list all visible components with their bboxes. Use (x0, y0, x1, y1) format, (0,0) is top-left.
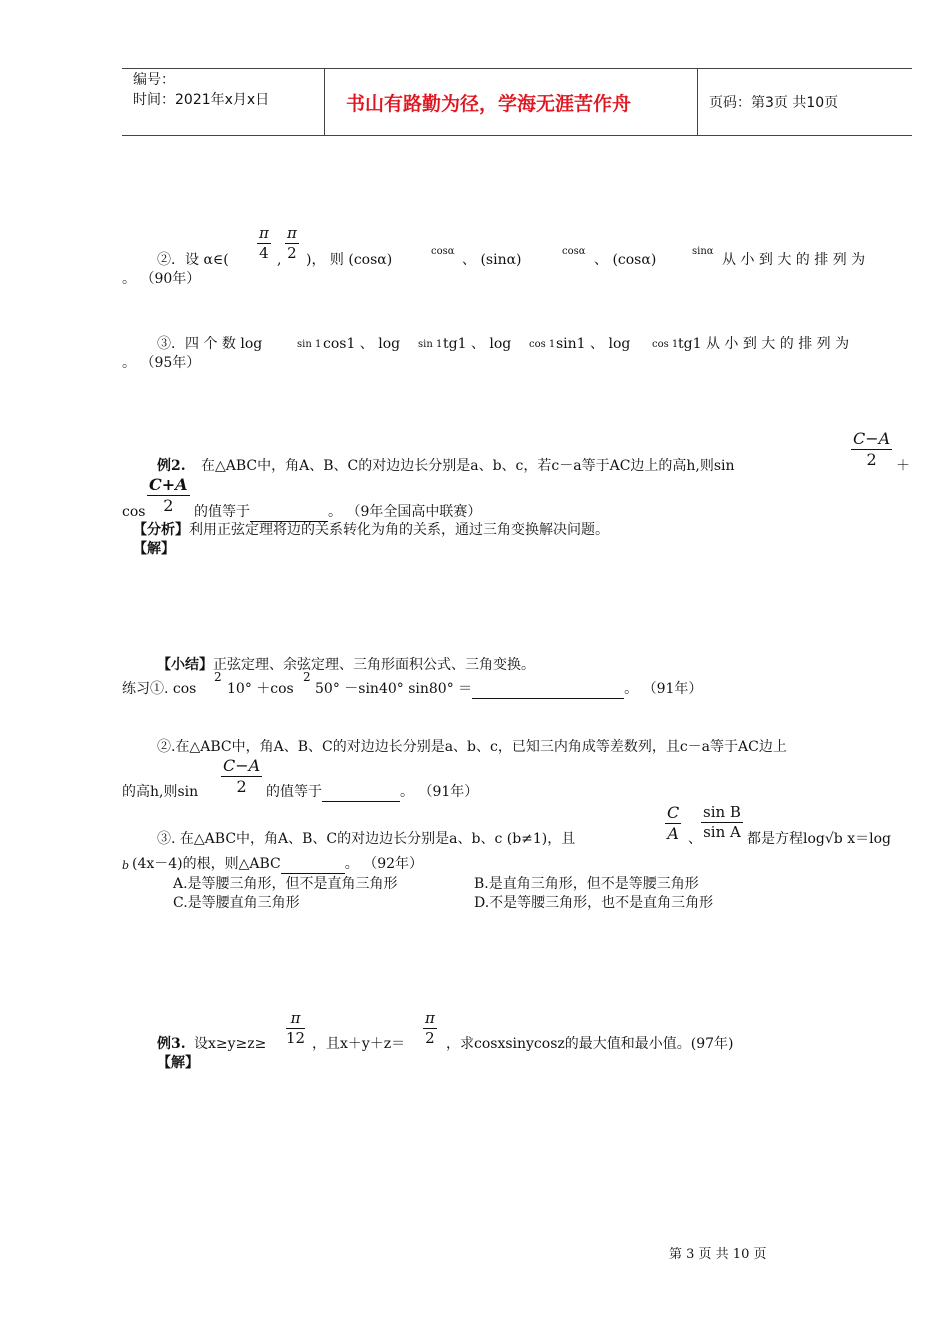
ex2-cos: cos (122, 504, 146, 520)
q3-base-2: sin 1 (418, 339, 443, 350)
ex3-label: 例3. (157, 1036, 186, 1052)
p1-mid1: 10° ＋cos (227, 681, 294, 697)
p3-tail2: 。 （92年） (344, 856, 424, 872)
ex2-f2-num: C+A (149, 475, 188, 494)
p1-square-1: 2 (214, 670, 222, 684)
q2-fraction-pi-over-4 (257, 226, 271, 261)
p1-tail: 。 （91年） (624, 681, 703, 697)
p1-answer-blank[interactable] (472, 684, 624, 699)
ex3-fraction-pi-over-2 (423, 1011, 437, 1046)
q3-prefix: ③．四 个 数 log (157, 336, 263, 352)
p1-prefix: 练习①. cos (122, 681, 197, 697)
q2-mid: )， 则 (cosα) (306, 252, 393, 268)
ex3-text2: ，且x＋y＋z＝ (312, 1036, 406, 1052)
q2-f1-num: π (259, 224, 269, 242)
q3-base-4: cos 1 (652, 339, 679, 350)
p3-option-d[interactable]: D.不是等腰三角形，也不是直角三角形 (474, 895, 714, 911)
q3-term-2: tg1 、 log (443, 336, 512, 352)
q3-term-1: cos1 、 log (323, 336, 401, 352)
ex2-fraction-c-plus-a (147, 477, 190, 514)
q2-comma: , (277, 252, 282, 268)
q2-line2: 。 （90年） (122, 271, 201, 287)
p3-eq-text: 都是方程log√b x＝log (747, 831, 891, 847)
ex2-answer-blank[interactable] (250, 507, 328, 522)
ex2-fraction-c-minus-a (851, 431, 892, 468)
ex2-analysis (133, 522, 609, 540)
q3-line2: 。 （95年） (122, 355, 201, 371)
p1-mid2 (315, 681, 702, 699)
p3-line2-text: (4x－4)的根，则△ABC (132, 856, 281, 872)
p1-mid2-text: 50° －sin40° sin80° ＝ (315, 681, 473, 697)
q2-f1-den: 4 (259, 244, 269, 262)
p2-answer-blank[interactable] (322, 787, 400, 802)
p2-tail (266, 784, 478, 802)
p3-answer-blank[interactable] (281, 859, 345, 874)
p3-line2 (132, 856, 423, 874)
ex3-f1-num: π (286, 1011, 305, 1029)
q3-term-3: sin1 、 log (556, 336, 631, 352)
ex2-label: 例2. (157, 458, 186, 474)
header-motto: 书山有路勤为径，学海无涯苦作舟 (346, 93, 632, 115)
p2-prefix2: 的高h,则sin (122, 784, 199, 800)
p3-fraction-sinb-over-sina (701, 805, 743, 840)
ex3-text1: 设x≥y≥z≥ (194, 1036, 267, 1052)
p3-option-b[interactable]: B.是直角三角形，但不是等腰三角形 (474, 876, 699, 892)
summary-text: 正弦定理、余弦定理、三角形面积公式、三角变换。 (213, 657, 535, 673)
ex3-f1-den: 12 (286, 1029, 306, 1047)
ex2-analysis-label: 【分析】 (133, 522, 189, 538)
ex3-solution-label: 【解】 (157, 1055, 199, 1071)
p3-f1-num: C (667, 803, 680, 822)
p2-fraction-c-minus-a (221, 758, 262, 795)
q2-sep1: 、 (sinα) (462, 252, 522, 268)
ex2-plus: ＋ (896, 458, 910, 474)
q2-sep2: 、 (cosα) (594, 252, 657, 268)
p2-f-den: 2 (236, 777, 247, 796)
p3-prefix: ③. 在△ABC中，角A、B、C的对边边长分别是a、b、c (b≠1)，且 (157, 831, 576, 847)
p2-tail2: 。 （91年） (400, 784, 479, 800)
ex2-f1-den: 2 (866, 450, 877, 469)
q2-f2-num: π (287, 224, 297, 242)
ex2-tail (194, 504, 481, 522)
header-divider-right (697, 68, 698, 135)
q3-base-1: sin 1 (297, 339, 322, 350)
header-bottom-rule (122, 135, 912, 136)
q3-base-3: cos 1 (529, 339, 556, 350)
q3-term-4: tg1 从 小 到 大 的 排 列 为 (678, 336, 850, 352)
p3-option-a[interactable]: A.是等腰三角形，但不是直角三角形 (173, 876, 398, 892)
ex3-text3: ，求cosxsinycosz的最大值和最小值。(97年) (446, 1036, 734, 1052)
header-number-label: 编号： (133, 72, 175, 88)
p2-line1: ②.在△ABC中，角A、B、C的对边边长分别是a、b、c，已知三内角成等差数列，且c－a等于AC边上 (157, 739, 787, 755)
ex3-fraction-pi-over-12 (286, 1011, 305, 1046)
q2-exp-2: cosα (562, 246, 586, 257)
header-top-rule (122, 68, 912, 69)
q2-exp-3: sinα (692, 246, 714, 257)
ex2-f2-den: 2 (163, 496, 174, 515)
p3-f2-num: sin B (703, 803, 741, 821)
p1-square-2: 2 (303, 670, 311, 684)
ex3-f2-num: π (425, 1009, 435, 1027)
q2-exp-1: cosα (431, 246, 455, 257)
ex2-text: 在△ABC中，角A、B、C的对边边长分别是a、b、c，若c－a等于AC边上的高h,则sin (201, 458, 735, 474)
q2-f2-den: 2 (287, 244, 297, 262)
p3-f2-den: sin A (703, 823, 741, 841)
p3-f1-den: A (667, 824, 679, 843)
p3-fraction-c-over-a (665, 805, 681, 842)
p3-sep: 、 (688, 831, 702, 847)
p2-f-num: C−A (223, 756, 261, 775)
ex2-analysis-text: 利用正弦定理将边的关系转化为角的关系，通过三角变换解决问题。 (189, 522, 609, 538)
p2-tail1: 的值等于 (266, 784, 322, 800)
summary-label: 【小结】 (157, 657, 213, 673)
q2-fraction-pi-over-2 (285, 226, 299, 261)
page-footer: 第 3 页 共 10 页 (669, 1247, 767, 1262)
header-time-label: 时间：2021年x月x日 (133, 92, 270, 108)
ex2-tail2: 。 （9年全国高中联赛） (328, 504, 482, 520)
ex2-f1-num: C−A (853, 429, 891, 448)
p3-option-c[interactable]: C.是等腰直角三角形 (173, 895, 300, 911)
ex2-solution-label: 【解】 (133, 541, 175, 557)
header-divider-left (324, 68, 325, 135)
ex3-f2-den: 2 (425, 1029, 435, 1047)
header-page-info: 页码：第3页 共10页 (709, 95, 839, 111)
p3-base2: b (122, 859, 130, 872)
q2-suffix: 从 小 到 大 的 排 列 为 (722, 252, 866, 268)
ex2-tail1: 的值等于 (194, 504, 250, 520)
q2-prefix: ②．设 α∈( (157, 252, 229, 268)
